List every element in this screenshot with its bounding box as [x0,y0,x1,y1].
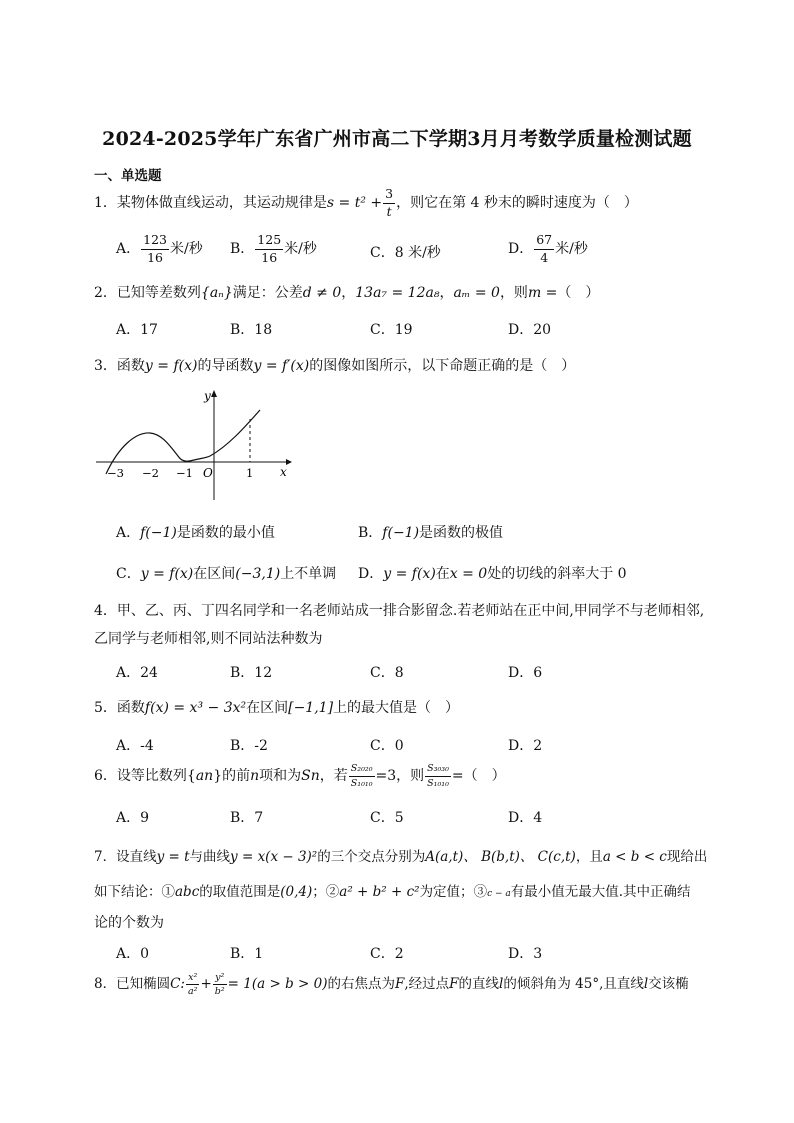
q6-option-d: D．4 [508,810,543,826]
q4-option-a: A．24 [116,665,158,681]
q4-option-d: D．6 [508,665,543,681]
tick-label: −2 [142,466,159,480]
q3-option-d: D．y = f(x)在x = 0处的切线的斜率大于 0 [358,566,627,582]
tick-label: −1 [176,466,193,480]
q1-option-d: D． $\frac{67}{4}$ 米/秒 [508,232,588,265]
q5-option-b: B．-2 [230,738,268,754]
question-2: 2．已知等差数列{aₙ}满足：公差d ≠ 0，13a₇ = 12a₈，aₘ = 0，则m =（ ） [94,285,600,301]
q6-option-b: B．7 [230,810,264,826]
y-axis-arrow [211,390,217,397]
q1-option-c: C．8 米/秒 [370,245,441,261]
page-title: 2024-2025学年广东省广州市高二下学期3月月考数学质量检测试题 [102,128,692,150]
question-7-line1: 7．设直线y = t与曲线y = x(x − 3)²的三个交点分别为A(a,t)、 B(b,t)、 C(c,t)，且a < b < c现给出 [94,849,708,865]
q1-option-b: B． $\frac{125}{16}$ 米/秒 [230,232,317,265]
q6-option-a: A．9 [116,810,150,826]
question-3: 3．函数y = f(x)的导函数y = f′(x)的图像如图所示，以下命题正确的是（ ） [94,358,576,374]
section-heading: 一、单选题 [94,168,162,184]
q1-fraction: $\frac{3}{t}$ [385,186,394,219]
q1-option-a: A． $\frac{123}{16}$ 米/秒 [116,232,203,265]
question-6: 6．设等比数列{an}的前n项和为Sn，若 $\frac{\text{S₂₀₂₀}}{\text{S₁₀₁₀}}$ =3，则 $\frac{\text{S₃₀₃₀}}{\text{S₁₀₁₀}}$ =（ ） [94,763,506,789]
q4-option-c: C．8 [370,665,404,681]
q7-option-a: A．0 [116,946,150,962]
q1-formula: s = t² + [326,195,383,211]
question-5: 5．函数f(x) = x³ − 3x²在区间[−1,1]上的最大值是（ ） [94,700,460,716]
question-4: 4．甲、乙、丙、丁四名同学和一名老师站成一排合影留念.若老师站在正中间,甲同学不与老师相邻,乙同学与老师相邻,则不同站法种数为 [94,603,705,647]
tick-label: 1 [246,466,254,480]
q1-text: 1．某物体做直线运动，其运动规律是 [94,195,327,211]
question-7-line2: 如下结论：①abc的取值范围是(0,4)；②a² + b² + c²为定值；③c − a有最小值无最大值.其中正确结 [94,884,691,900]
q6-option-c: C．5 [370,810,404,826]
q5-option-c: C．0 [370,738,404,754]
q4-option-b: B．12 [230,665,273,681]
origin-label: O [203,466,213,480]
q5-option-a: A．-4 [116,738,154,754]
q2-option-c: C．19 [370,322,413,338]
q3-option-c: C．y = f(x)在区间(−3,1)上不单调 [116,566,337,582]
x-axis-arrow [286,459,292,465]
q5-option-d: D．2 [508,738,543,754]
x-axis-label: x [280,465,287,479]
tick-label: −3 [107,466,124,480]
q7-option-d: D．3 [508,946,543,962]
question-7-line3: 论的个数为 [94,915,164,931]
question-8: 8．已知椭圆C: $\frac{\text{x²}}{\text{a²}}$ + $\frac{\text{y²}}{\text{b²}}$ = 1(a > b > 0)的右焦点为F,经过点F的直线l的倾斜角为 45°,且直线l交该椭 [94,971,689,997]
question-1 [94,188,638,218]
y-axis-label: y [204,389,211,403]
derivative-graph [94,388,294,504]
q7-option-b: B．1 [230,946,264,962]
q7-option-c: C．2 [370,946,404,962]
q3-option-a: A．f(−1)是函数的最小值 [116,525,275,541]
derivative-curve [106,410,260,474]
q3-option-b: B．f(−1)是函数的极值 [358,525,504,541]
q2-option-b: B．18 [230,322,273,338]
q1-text-end: ，则它在第 4 秒末的瞬时速度为（ ） [396,195,638,211]
q2-option-a: A．17 [116,322,158,338]
q2-option-d: D．20 [508,322,552,338]
